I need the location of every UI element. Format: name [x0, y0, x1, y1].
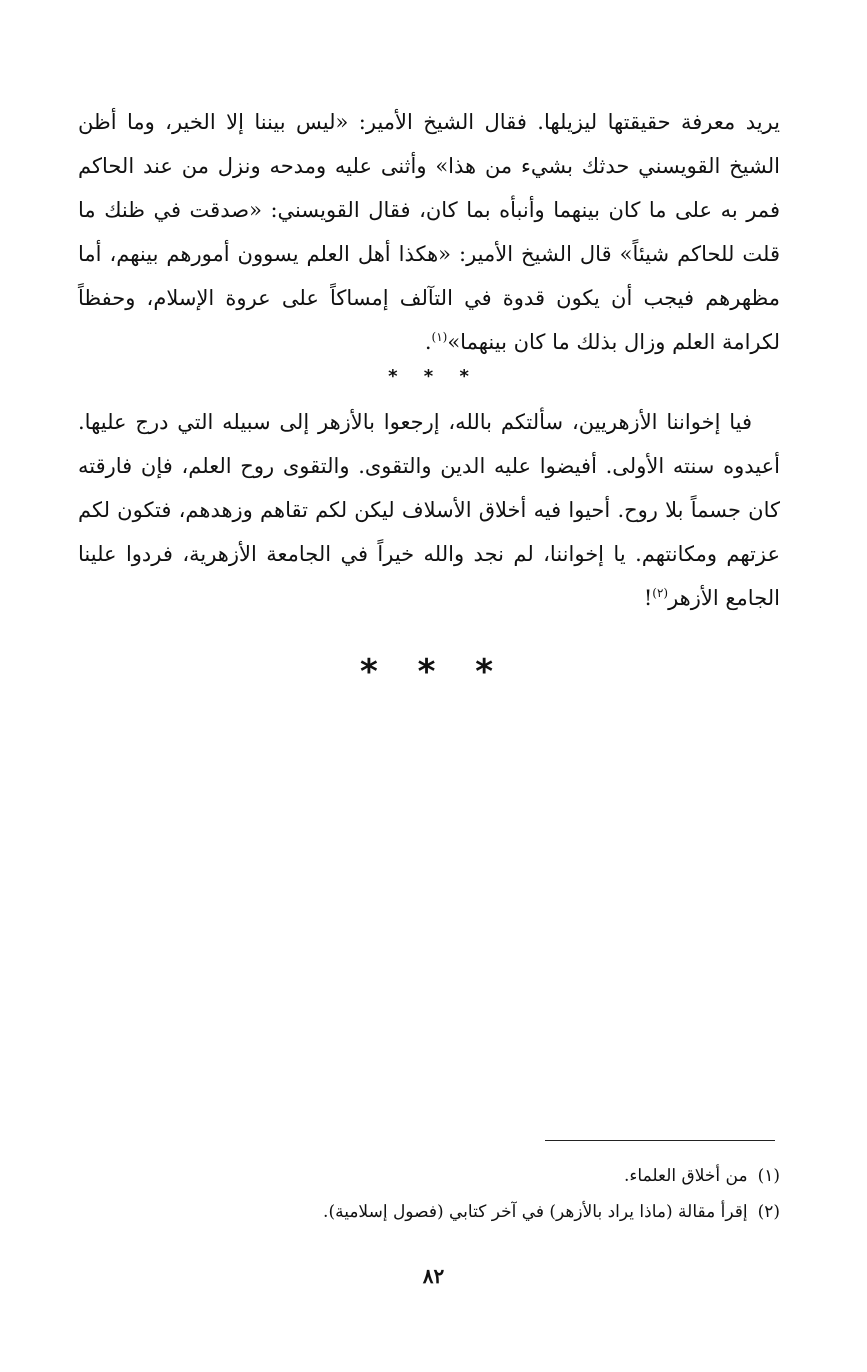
- paragraph-2-body: فيا إخواننا الأزهريين، سألتكم بالله، إرجعوا بالأزهر إلى سبيله التي درج عليها. أعيدوه سنته الأولى. أفيضوا عليه الدين والتقوى. والتقوى روح العلم، فإن فارقته كان جسماً بلا روح. أحيوا فيه أخلاق الأسلاف ليكن لكم تقاهم وزهدهم، فتكون لكم عزتهم ومكانتهم. يا إخواننا، لم نجد والله خيراً في الجامعة الأزهرية، فردوا علينا الجامع الأزهر: [78, 410, 780, 610]
- paragraph-1-end: .: [424, 330, 432, 354]
- section-separator: * * *: [388, 366, 479, 387]
- paragraph-2-end: !: [643, 586, 653, 610]
- paragraph-1-body: يريد معرفة حقيقتها ليزيلها. فقال الشيخ الأمير: «ليس بيننا إلا الخير، وما أظن الشيخ القويسني حدثك بشيء من هذا» وأثنى عليه ومدحه ونزل من عند الحاكم فمر به على ما كان بينهما وأنبأه بما كان، فقال القويسني: «صدقت في ظنك ما قلت للحاكم شيئاً» قال الشيخ الأمير: «هكذا أهل العلم يسوون أمورهم بينهم، أما مظهرهم فيجب أن يكون قدوة في التآلف إمساكاً على عروة الإسلام، وحفظاً لكرامة العلم وزال بذلك ما كان بينهما»: [78, 110, 780, 354]
- footnote-1: [160, 1158, 780, 1194]
- footnote-number: (١): [757, 1166, 780, 1186]
- footnote-text: من أخلاق العلماء.: [624, 1166, 748, 1186]
- paragraph-2-text: [78, 400, 780, 620]
- footnote-2: [160, 1194, 780, 1230]
- page-number: ٨٢: [422, 1264, 445, 1288]
- footnote-text: إقرأ مقالة (ماذا يراد بالأزهر) في آخر كتابي (فصول إسلامية).: [323, 1202, 748, 1222]
- paragraph-1-text: [78, 100, 780, 364]
- footnote-ref-2: (٢): [652, 586, 669, 600]
- paragraph-1: [78, 100, 780, 364]
- footnote-number: (٢): [757, 1202, 780, 1222]
- footnote-divider: [545, 1140, 775, 1141]
- paragraph-2: [78, 400, 780, 620]
- footnotes: [160, 1158, 780, 1230]
- footnote-ref-1: (١): [431, 330, 448, 344]
- end-separator: * * *: [359, 652, 507, 692]
